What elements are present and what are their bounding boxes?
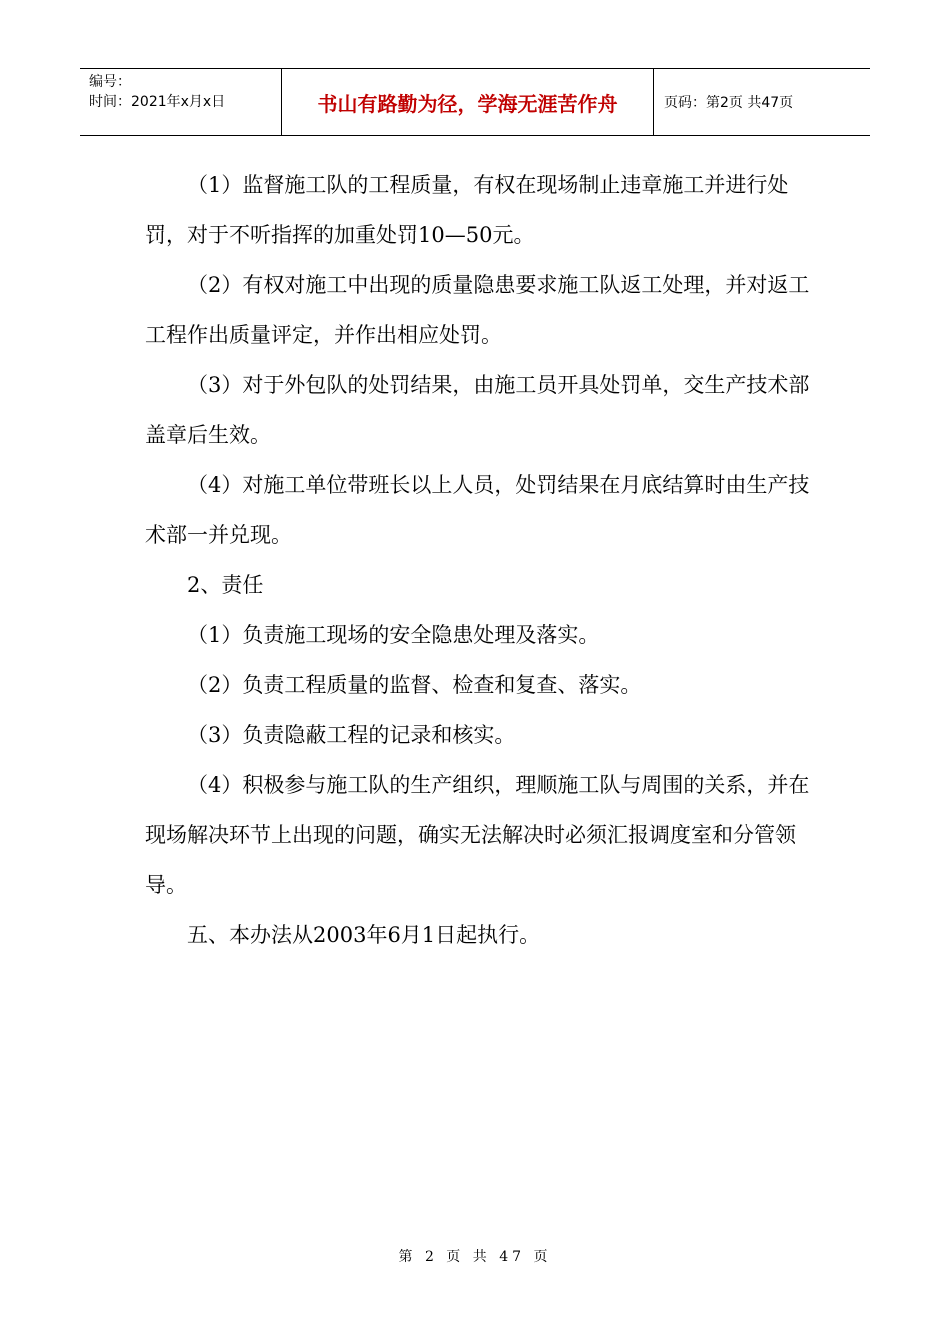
paragraph: （1）监督施工队的工程质量，有权在现场制止违章施工并进行处罚，对于不听指挥的加重处罚10—50元。 bbox=[145, 173, 789, 247]
header-meta bbox=[80, 69, 282, 135]
paragraph: （3）负责隐蔽工程的记录和核实。 bbox=[187, 723, 516, 747]
header-motto: 书山有路勤为径，学海无涯苦作舟 bbox=[282, 69, 654, 135]
paragraph: （4）对施工单位带班长以上人员，处罚结果在月底结算时由生产技术部一并兑现。 bbox=[145, 473, 810, 547]
section-heading: 2、责任 bbox=[187, 573, 264, 597]
paragraph: （3）对于外包队的处罚结果，由施工员开具处罚单，交生产技术部盖章后生效。 bbox=[145, 373, 810, 447]
paragraph: （2）有权对施工中出现的质量隐患要求施工队返工处理，并对返工工程作出质量评定，并作出相应处罚。 bbox=[145, 273, 810, 347]
paragraph: （4）积极参与施工队的生产组织，理顺施工队与周围的关系，并在现场解决环节上出现的问题，确实无法解决时必须汇报调度室和分管领导。 bbox=[145, 773, 810, 897]
code-label: 编号： bbox=[89, 74, 131, 90]
page-footer: 第 2 页 共 47 页 bbox=[398, 1249, 552, 1265]
document-header bbox=[80, 68, 870, 136]
paragraph: （1）负责施工现场的安全隐患处理及落实。 bbox=[187, 623, 600, 647]
paragraph: 五、本办法从2003年6月1日起执行。 bbox=[187, 923, 541, 947]
time-label: 时间：2021年x月x日 bbox=[89, 94, 226, 110]
document-body bbox=[145, 160, 810, 960]
header-page-info: 页码：第2页 共47页 bbox=[664, 95, 794, 111]
paragraph: （2）负责工程质量的监督、检查和复查、落实。 bbox=[187, 673, 642, 697]
